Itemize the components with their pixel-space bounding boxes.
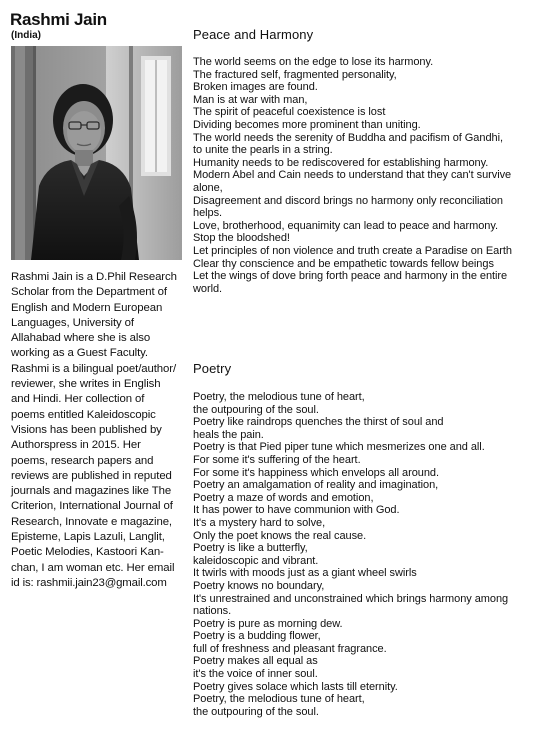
bio-line: poems entitled Kaleidoscopic	[11, 408, 156, 421]
poem-line: nations.	[193, 605, 232, 618]
poem-line: world.	[193, 282, 223, 295]
bio-line: and Hindi. Her collection of	[11, 393, 145, 406]
bio-line: poems, research papers and	[11, 454, 154, 467]
poem-line: Man is at war with man,	[193, 93, 308, 106]
poem-line: It has power to have communion with God.	[193, 504, 400, 517]
poem-line: It twirls with moods just as a giant wheel swirls	[193, 567, 417, 580]
poem-line: Poetry an amalgamation of reality and imagination,	[193, 479, 439, 492]
poem-line: it's the voice of inner soul.	[193, 668, 318, 681]
poem-line: kaleidoscopic and vibrant.	[193, 554, 319, 567]
poem-line: to unite the pearls in a string.	[193, 144, 333, 157]
poem-line: Poetry gives solace which lasts till eternity.	[193, 680, 398, 693]
poem-line: Let principles of non violence and truth create a Paradise on Earth	[193, 244, 512, 257]
bio-line: Scholar from the Department of	[11, 286, 167, 299]
poem-line: It's a mystery hard to solve,	[193, 516, 326, 529]
bio-line: Research, Innovate e magazine,	[11, 515, 172, 528]
bio-line: Authorspress in 2015. Her	[11, 439, 141, 452]
poem-line: The world seems on the edge to lose its harmony.	[193, 56, 434, 68]
poem-line: Only the poet knows the real cause.	[193, 529, 367, 542]
poem-line: heals the pain.	[193, 428, 264, 441]
poem-title-peace-and-harmony: Peace and Harmony	[193, 27, 314, 42]
bio-line: English and Modern European	[11, 301, 163, 314]
poem-line: Poetry like raindrops quenches the thirst of soul and	[193, 416, 444, 429]
poem-line: The fractured self, fragmented personality,	[193, 68, 397, 81]
poem-line: Dividing becomes more prominent than uniting.	[193, 118, 421, 131]
author-name: Rashmi Jain	[10, 10, 107, 29]
poem-line: Poetry is that Pied piper tune which mesmerizes one and all.	[193, 441, 485, 454]
poem-line: Humanity needs to be rediscovered for establishing harmony.	[193, 156, 489, 169]
bio-line: reviewer, she writes in English	[11, 378, 161, 391]
bio-line: reviews are published in reputed	[11, 469, 172, 482]
poem-line: Poetry is a budding flower,	[193, 630, 321, 643]
bio-line: chan, I am woman etc. Her email	[11, 561, 175, 574]
author-bio	[11, 270, 189, 591]
poem-line: For some it's suffering of the heart.	[193, 453, 361, 466]
poem-line: helps.	[193, 207, 223, 220]
bio-line: Allahabad where she is also	[11, 332, 151, 345]
bio-line: Languages, University of	[11, 316, 134, 329]
poem-line: Love, brotherhood, equanimity can lead to peace and harmony.	[193, 219, 499, 232]
poem-line: the outpouring of the soul.	[193, 403, 319, 416]
bio-line: Poetic Melodies, Kastoori Kan-	[11, 546, 164, 559]
poem-line: Poetry, the melodious tune of heart,	[193, 693, 365, 706]
poem-line: Clear thy conscience and be empathetic towards fellow beings	[193, 257, 494, 270]
poem-line: Disagreement and discord brings no harmony only reconciliation	[193, 194, 503, 207]
poem-line: the outpouring of the soul.	[193, 705, 319, 718]
poem-line: Let the wings of dove bring forth peace and harmony in the entire	[193, 270, 508, 283]
poem-body-poetry	[193, 391, 543, 718]
poem-line: Broken images are found.	[193, 81, 318, 94]
bio-line: Criterion, International Journal of	[11, 500, 173, 513]
bio-line-email: id is: rashmii.jain23@gmail.com	[11, 576, 167, 589]
poem-line: Stop the bloodshed!	[193, 232, 290, 245]
poem-line: Poetry, the melodious tune of heart,	[193, 391, 365, 403]
poem-line: The spirit of peaceful coexistence is lost	[193, 106, 386, 119]
poem-body-peace-and-harmony	[193, 56, 543, 295]
poem-line: alone,	[193, 181, 223, 194]
poem-line: Modern Abel and Cain needs to understand that they can't survive	[193, 169, 512, 182]
poem-line: Poetry is like a butterfly,	[193, 542, 308, 555]
poem-line: Poetry a maze of words and emotion,	[193, 491, 374, 504]
bio-line: Visions has been published by	[11, 423, 162, 436]
bio-line: Episteme, Lapis Lazuli, Langlit,	[11, 531, 165, 544]
bio-line: working as a Guest Faculty.	[11, 347, 148, 360]
poem-line: full of freshness and pleasant fragrance.	[193, 642, 387, 655]
poem-line: Poetry is pure as morning dew.	[193, 617, 343, 630]
poem-line: Poetry makes all equal as	[193, 655, 318, 668]
poem-line: The world needs the serenity of Buddha and pacifism of Gandhi,	[193, 131, 503, 144]
poem-line: Poetry knows no boundary,	[193, 579, 325, 592]
poem-line: It's unrestrained and unconstrained which brings harmony among	[193, 592, 509, 605]
bio-line: journals and magazines like The	[11, 485, 172, 498]
author-photo	[11, 46, 182, 260]
bio-line: Rashmi Jain is a D.Phil Research	[11, 271, 177, 283]
author-country: (India)	[11, 30, 41, 41]
poem-title-poetry: Poetry	[193, 361, 232, 376]
bio-line: Rashmi is a bilingual poet/author/	[11, 362, 177, 375]
poem-line: For some it's happiness which envelops all around.	[193, 466, 440, 479]
